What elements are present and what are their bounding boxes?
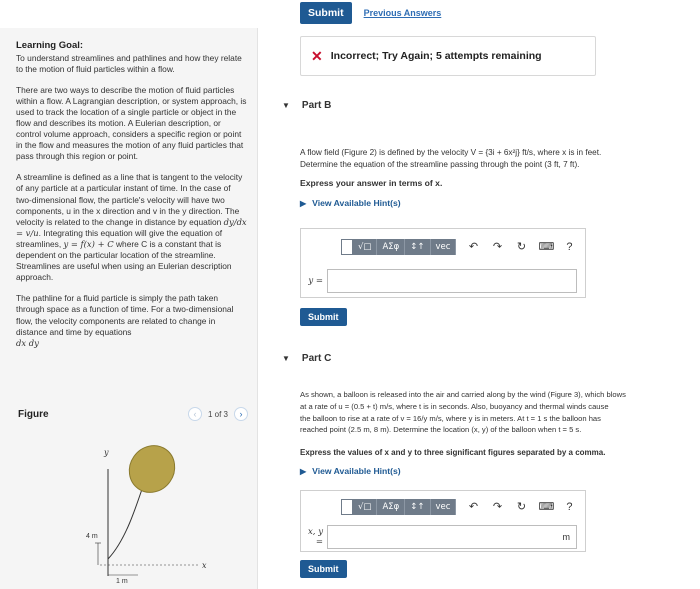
- greek-symbols-button[interactable]: ΑΣφ: [377, 499, 405, 515]
- intro-paragraph: There are two ways to describe the motion of fluid particles within a flow. A Lagrangian description, or system approach, is used to track the location of a single particle or object in the flow and describes its motion. A Eulerian description, or control volume approach, considers a specific region or point in the flow and measures the motion of any fluid particles that pass through this region or point.: [16, 84, 247, 162]
- figure-4m-label: 4 m: [86, 533, 98, 540]
- part-c-answer-label: x, y =: [308, 526, 323, 547]
- vector-button[interactable]: vec: [431, 499, 457, 515]
- template-box-icon[interactable]: [341, 499, 353, 515]
- figure-1m-label: 1 m: [116, 578, 128, 585]
- part-b-hint-toggle[interactable]: [300, 198, 401, 208]
- next-figure-button[interactable]: ›: [234, 407, 248, 421]
- streamline-paragraph: A streamline is defined as a line that is tangent to the velocity of any particle at a particular instant of time. In the case of two-dimensional flow, the particle's velocity will have two components, u in the x direction and v in the y direction. The velocity is related to the change in distance by equation dy/dx = v/u. Integrating this equation will give the equation of streamlines, y = f(x) + C where C is a constant that is dependent on the particular location of the streamline. Streamlines are useful when using an Eulerian description approach.: [16, 172, 247, 283]
- greek-symbols-button[interactable]: ΑΣφ: [377, 239, 405, 255]
- expand-triangle-icon: ▶: [300, 466, 307, 476]
- learning-goal-panel: [0, 28, 258, 589]
- x-icon: ✕: [311, 47, 323, 64]
- template-box-icon[interactable]: [341, 239, 353, 255]
- reset-icon[interactable]: ↻: [516, 501, 527, 513]
- help-icon[interactable]: ?: [566, 500, 573, 513]
- part-c-header[interactable]: [282, 353, 331, 364]
- part-b-title: Part B: [301, 100, 332, 111]
- part-b-template-group: [341, 239, 456, 255]
- part-c-title: Part C: [301, 353, 332, 364]
- expand-triangle-icon: ▶: [300, 198, 307, 208]
- part-b-header[interactable]: [282, 100, 331, 111]
- figure-header: [18, 406, 250, 422]
- incorrect-feedback-text: Incorrect; Try Again; 5 attempts remaining: [330, 50, 542, 62]
- reset-icon[interactable]: ↻: [516, 241, 527, 253]
- redo-icon[interactable]: ↷: [492, 241, 503, 253]
- keyboard-icon[interactable]: ⌨: [538, 241, 555, 253]
- part-b-hint-label: View Available Hint(s): [312, 198, 401, 208]
- help-icon[interactable]: ?: [566, 240, 573, 253]
- figure-label: Figure: [18, 408, 49, 420]
- subscript-button[interactable]: ↕↑: [405, 239, 430, 255]
- previous-answers-link[interactable]: Previous Answers: [363, 8, 442, 18]
- sqrt-template-button[interactable]: √□: [353, 499, 377, 515]
- part-c-question: As shown, a balloon is released into the air and carried along by the wind (Figure 3), which blows at a rate of u = (0.5 + t) m/s, where t is in seconds. Also, buoyancy and thermal winds cause the balloon to rise at a rate of v = 16/y m/s, where y is in meters. At t = 1 s the balloon has reached point (2.5 m, 8 m). Determine the location (x, y) of the balloon when t = 5 s.: [300, 390, 626, 435]
- redo-icon[interactable]: ↷: [492, 501, 503, 513]
- vector-button[interactable]: vec: [431, 239, 457, 255]
- part-b-question: A flow field (Figure 2) is defined by the velocity V = {3i + 6x²j} ft/s, where x is in feet. Determine the equation of the streamline passing through the point (3 ft, 7 ft).: [300, 148, 602, 169]
- part-c-math-toolbar: [300, 490, 586, 522]
- top-submit-bar: [300, 2, 441, 24]
- undo-icon[interactable]: ↶: [468, 241, 479, 253]
- figure-x-axis-label: x: [202, 561, 207, 570]
- collapse-triangle-icon: ▼: [282, 101, 290, 110]
- part-c-submit-button[interactable]: Submit: [300, 560, 347, 578]
- part-c-instruction: Express the values of x and y to three significant figures separated by a comma.: [300, 448, 606, 457]
- pathline-paragraph: The pathline for a fluid particle is simply the path taken through space as a function of time. For a two-dimensional flow, the velocity components are related to change in distance and time by equations dx dy: [16, 293, 234, 348]
- part-b-answer-input[interactable]: [327, 269, 577, 293]
- incorrect-feedback-box: [300, 36, 596, 76]
- part-b-instruction: Express your answer in terms of x.: [300, 178, 443, 188]
- undo-icon[interactable]: ↶: [468, 501, 479, 513]
- streamline-integral: y = f(x) + C: [63, 238, 114, 249]
- figure-pager-text: 1 of 3: [207, 409, 228, 419]
- part-c-answer-input[interactable]: [327, 525, 577, 549]
- part-b-answer-label: y =: [308, 275, 323, 286]
- part-b-answer-row: [300, 264, 586, 298]
- submit-button[interactable]: Submit: [300, 2, 352, 24]
- learning-goal-text: To understand streamlines and pathlines and how they relate to the motion of fluid particles within a flow.: [16, 52, 242, 74]
- streamline-equation: dy/dx = v/u: [16, 216, 247, 238]
- part-b-math-toolbar: [300, 228, 586, 264]
- prev-figure-button[interactable]: ‹: [188, 407, 202, 421]
- part-c-hint-label: View Available Hint(s): [312, 466, 401, 476]
- part-b-submit-button[interactable]: Submit: [300, 308, 347, 326]
- balloon-figure: [80, 441, 220, 589]
- part-c-answer-row: [300, 522, 586, 552]
- figure-y-axis-label: y: [104, 448, 109, 457]
- collapse-triangle-icon: ▼: [282, 354, 290, 363]
- part-c-hint-toggle[interactable]: [300, 466, 401, 476]
- subscript-button[interactable]: ↕↑: [405, 499, 430, 515]
- keyboard-icon[interactable]: ⌨: [538, 501, 555, 513]
- sqrt-template-button[interactable]: √□: [353, 239, 377, 255]
- learning-goal-title: Learning Goal:: [16, 40, 84, 51]
- figure-pager: [188, 407, 248, 421]
- part-c-unit-label: m: [562, 531, 570, 542]
- part-c-template-group: [341, 499, 456, 515]
